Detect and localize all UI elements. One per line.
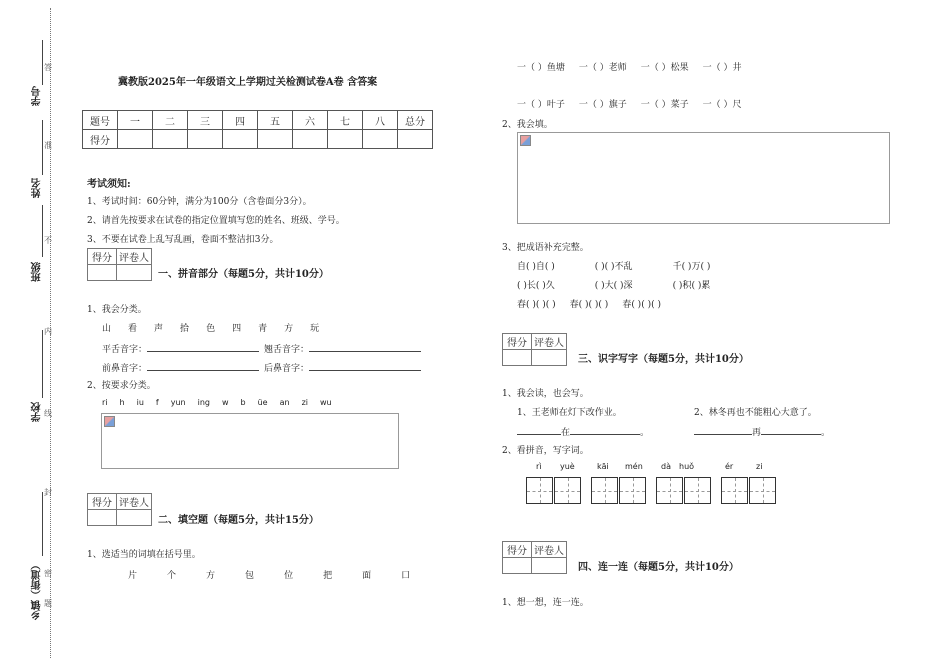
name-line <box>42 120 43 175</box>
char: 拾 <box>180 324 190 334</box>
fill-item: 一（ ）松果 <box>640 63 689 73</box>
grader-reviewer-cell[interactable] <box>532 558 567 574</box>
grader-score-cell[interactable] <box>88 265 117 281</box>
pinyin-item: wu <box>320 398 332 407</box>
score-cell[interactable] <box>398 130 433 149</box>
score-header-cell: 四 <box>223 111 258 130</box>
char: 山 <box>102 324 112 334</box>
answer-image-box <box>101 413 399 469</box>
pinyin-item: ri <box>102 398 108 407</box>
grader-reviewer-cell[interactable] <box>117 265 152 281</box>
grader-score-label: 得分 <box>88 249 117 265</box>
measure-word: 个 <box>167 571 177 581</box>
class-label: 班级 <box>32 262 43 282</box>
question: 2、按要求分类。 <box>87 381 156 391</box>
page-title: 冀教版2025年一年级语文上学期过关检测试卷A卷 含答案 <box>118 77 378 88</box>
township-line <box>42 492 43 556</box>
pinyin-label: kāi <box>597 462 609 471</box>
blank[interactable] <box>570 424 640 435</box>
idiom-item: 春( )( )( ) <box>569 300 609 310</box>
pinyin-label: dà <box>661 462 671 471</box>
pinyin-item: üe <box>257 398 268 407</box>
char: 四 <box>232 324 242 334</box>
grader-box <box>87 493 152 526</box>
period: 。 <box>640 428 650 438</box>
score-header-cell: 二 <box>153 111 188 130</box>
fill-item: 一（ ）旗子 <box>578 100 627 110</box>
blank[interactable] <box>761 424 821 435</box>
idiom-item: 春( )( )( ) <box>517 300 556 310</box>
score-header-cell: 六 <box>293 111 328 130</box>
idiom-item: 千( )万( ) <box>672 262 711 272</box>
fill-item: 一（ ）菜子 <box>640 100 689 110</box>
pinyin-item: an <box>279 398 290 407</box>
grader-box <box>502 541 567 574</box>
score-cell[interactable] <box>223 130 258 149</box>
score-row-label: 得分 <box>83 130 118 149</box>
writing-grid[interactable] <box>619 477 646 504</box>
grader-score-label: 得分 <box>503 542 532 558</box>
notice-heading: 考试须知: <box>87 179 131 190</box>
pinyin-item: h <box>119 398 125 407</box>
grader-score-label: 得分 <box>88 494 117 510</box>
measure-word: 方 <box>206 571 216 581</box>
margin-char: 封 <box>44 488 52 497</box>
student-id-label: 学号 <box>32 86 43 106</box>
score-header-cell: 七 <box>328 111 363 130</box>
idiom-row <box>517 259 710 272</box>
fill-item: 一（ ）井 <box>702 63 742 73</box>
grader-box <box>87 248 152 281</box>
writing-grid[interactable] <box>721 477 748 504</box>
school-line <box>42 330 43 398</box>
question: 1、我会读，也会写。 <box>502 389 589 399</box>
score-header-cell: 题号 <box>83 111 118 130</box>
grader-reviewer-label: 评卷人 <box>532 542 567 558</box>
question: 1、选适当的词填在括号里。 <box>87 550 201 560</box>
pingshe-blank[interactable] <box>147 341 259 352</box>
score-header-cell: 八 <box>363 111 398 130</box>
writing-grid[interactable] <box>554 477 581 504</box>
idiom-row <box>517 278 710 291</box>
char: 玩 <box>310 324 320 334</box>
pinyin-label: ér <box>725 462 734 471</box>
grader-reviewer-label: 评卷人 <box>117 494 152 510</box>
pinyin-item: yun <box>170 398 186 407</box>
qianbi-row <box>102 360 259 374</box>
name-label: 姓名 <box>32 178 43 198</box>
student-id-line <box>42 40 43 85</box>
blank[interactable] <box>517 424 561 435</box>
score-cell[interactable] <box>363 130 398 149</box>
section3-title: 三、识字写字（每题5分，共计10分） <box>578 354 749 365</box>
char: 色 <box>206 324 216 334</box>
char: 看 <box>128 324 138 334</box>
measure-word: 口 <box>401 571 411 581</box>
score-header-cell: 三 <box>188 111 223 130</box>
pinyin-label: huǒ <box>679 462 695 471</box>
grader-reviewer-cell[interactable] <box>532 350 567 366</box>
score-cell[interactable] <box>328 130 363 149</box>
notice-item: 1、考试时间：60分钟，满分为100分（含卷面分3分）。 <box>87 197 312 207</box>
pingshe-label: 平舌音字： <box>102 345 148 355</box>
measure-word-row <box>128 568 410 581</box>
houbi-blank[interactable] <box>309 360 421 371</box>
sentence: 1、王老师在灯下改作业。 <box>517 408 622 418</box>
class-line <box>42 205 43 257</box>
pinyin-item: iu <box>136 398 144 407</box>
question: 1、想一想，连一连。 <box>502 598 589 608</box>
score-cell[interactable] <box>188 130 223 149</box>
char: 方 <box>284 324 294 334</box>
grader-box <box>502 333 567 366</box>
township-label: 乡镇（街道） <box>32 560 43 620</box>
writing-grid[interactable] <box>749 477 776 504</box>
grader-score-cell[interactable] <box>88 510 117 526</box>
measure-word: 位 <box>284 571 294 581</box>
margin-char: 答 <box>44 63 52 72</box>
writing-grid[interactable] <box>656 477 683 504</box>
char: 声 <box>154 324 164 334</box>
fill-row <box>517 60 742 73</box>
writing-grid[interactable] <box>526 477 553 504</box>
section2-title: 二、填空题（每题5分，共计15分） <box>158 515 319 526</box>
fill-item: 一（ ）尺 <box>702 100 742 110</box>
idiom-item: 自( )自( ) <box>517 262 555 272</box>
idiom-item: ( )( )不乱 <box>594 262 633 272</box>
broken-image-icon <box>104 416 115 427</box>
pinyin-item: b <box>240 398 246 407</box>
idiom-item: ( )积( )累 <box>672 281 711 291</box>
pinyin-item: w <box>221 398 229 407</box>
idiom-row <box>517 297 661 310</box>
idiom-item: 春( )( )( ) <box>622 300 661 310</box>
qianbi-blank[interactable] <box>147 360 259 371</box>
idiom-item: ( )大( )深 <box>594 281 633 291</box>
score-header-cell: 一 <box>118 111 153 130</box>
qiaoshe-label: 翘舌音字： <box>264 345 310 355</box>
score-table <box>82 110 433 149</box>
margin-char: 密 <box>44 569 52 578</box>
pinyin-label: rì <box>536 462 542 471</box>
grader-reviewer-label: 评卷人 <box>117 249 152 265</box>
section1-title: 一、拼音部分（每题5分，共计10分） <box>158 269 329 280</box>
period: 。 <box>821 428 831 438</box>
answer-image-box <box>517 132 890 224</box>
question: 1、我会分类。 <box>87 305 147 315</box>
measure-word: 片 <box>128 571 138 581</box>
notice-item: 2、请首先按要求在试卷的指定位置填写您的姓名、班级、学号。 <box>87 216 345 226</box>
score-cell[interactable] <box>118 130 153 149</box>
score-header-cell: 五 <box>258 111 293 130</box>
fill-row <box>517 97 742 110</box>
houbi-label: 后鼻音字： <box>264 364 310 374</box>
broken-image-icon <box>520 135 531 146</box>
score-header-cell: 总分 <box>398 111 433 130</box>
margin-char: 线 <box>44 409 52 418</box>
measure-word: 面 <box>362 571 372 581</box>
margin-char: 准 <box>44 141 52 150</box>
pinyin-item: f <box>155 398 159 407</box>
grader-score-cell[interactable] <box>503 558 532 574</box>
pinyin-label: yuè <box>560 462 575 471</box>
measure-word: 把 <box>323 571 333 581</box>
sentence: 2、林冬再也不能粗心大意了。 <box>694 408 817 418</box>
blank[interactable] <box>694 424 752 435</box>
grader-reviewer-label: 评卷人 <box>532 334 567 350</box>
houbi-row <box>264 360 421 374</box>
fill-item: 一（ ）叶子 <box>517 100 565 110</box>
margin-char: 题 <box>44 599 52 608</box>
fill-item: 一（ ）鱼塘 <box>517 63 565 73</box>
school-label: 学校 <box>32 402 43 422</box>
margin-char: 内 <box>44 327 52 336</box>
char: 青 <box>258 324 268 334</box>
pinyin-label: zi <box>756 462 763 471</box>
question: 3、把成语补充完整。 <box>502 243 589 253</box>
qianbi-label: 前鼻音字： <box>102 364 148 374</box>
score-cell[interactable] <box>258 130 293 149</box>
pinyin-row <box>102 398 332 407</box>
margin-char: 不 <box>44 236 52 245</box>
question: 2、看拼音，写字词。 <box>502 446 589 456</box>
question: 2、我会填。 <box>502 120 553 130</box>
grader-reviewer-cell[interactable] <box>117 510 152 526</box>
score-cell[interactable] <box>293 130 328 149</box>
notice-item: 3、不要在试卷上乱写乱画，卷面不整洁扣3分。 <box>87 235 279 245</box>
pinyin-item: zi <box>301 398 308 407</box>
writing-grid[interactable] <box>684 477 711 504</box>
grader-score-label: 得分 <box>503 334 532 350</box>
pinyin-item: ing <box>197 398 210 407</box>
fill-sentence-1 <box>517 424 649 438</box>
qiaoshe-row <box>264 341 421 355</box>
qiaoshe-blank[interactable] <box>309 341 421 352</box>
score-cell[interactable] <box>153 130 188 149</box>
fill-word: 再 <box>752 428 762 438</box>
writing-grid[interactable] <box>591 477 618 504</box>
pinyin-label: mén <box>625 462 643 471</box>
fill-item: 一（ ）老师 <box>578 63 627 73</box>
measure-word: 包 <box>245 571 255 581</box>
idiom-item: ( )长( )久 <box>517 281 555 291</box>
char-row <box>102 321 319 334</box>
fill-sentence-2 <box>694 424 830 438</box>
pingshe-row <box>102 341 259 355</box>
section4-title: 四、连一连（每题5分，共计10分） <box>578 562 739 573</box>
grader-score-cell[interactable] <box>503 350 532 366</box>
fill-word: 在 <box>561 428 571 438</box>
